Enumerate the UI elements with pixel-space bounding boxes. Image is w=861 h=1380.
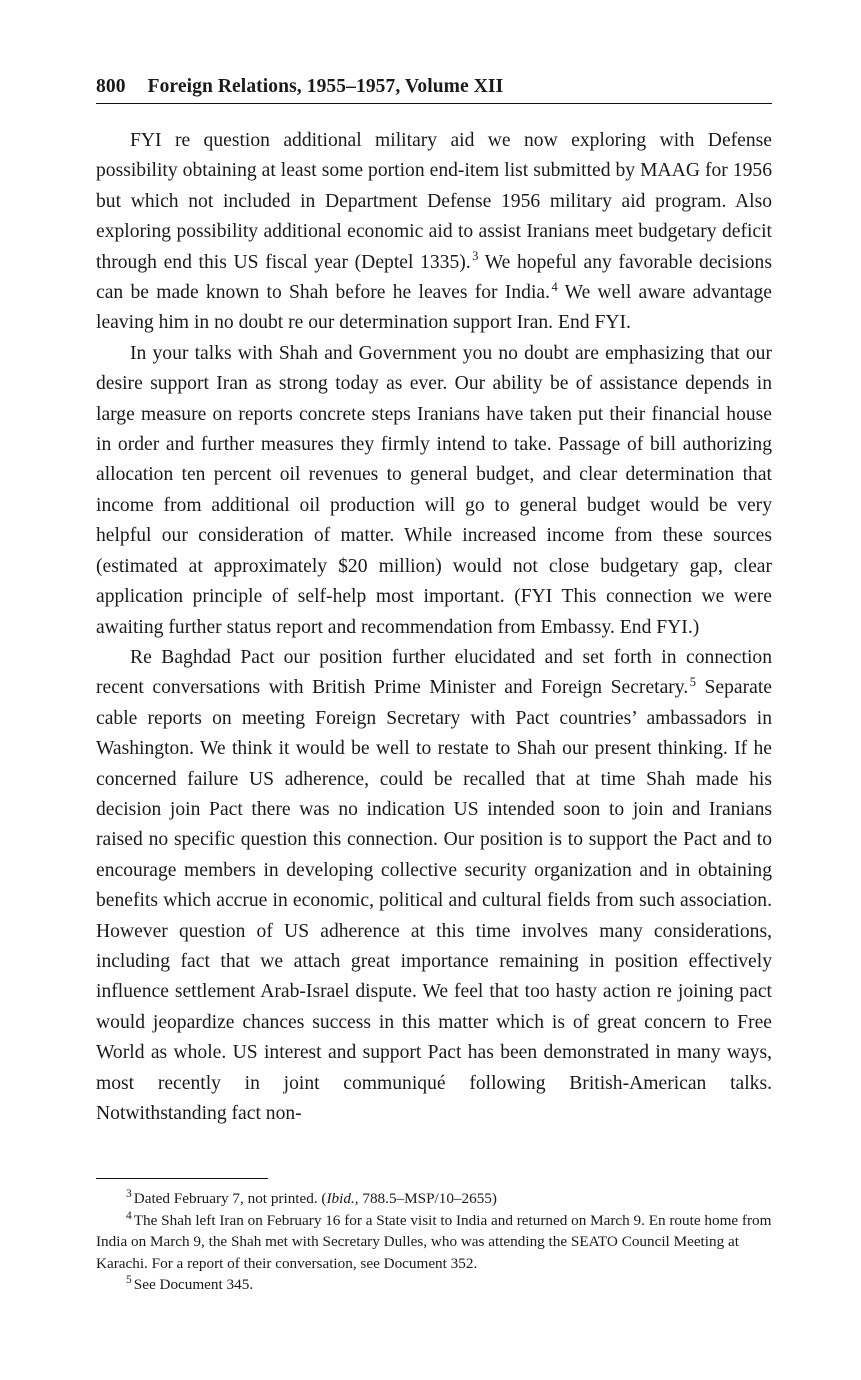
page-number: 800	[96, 76, 126, 97]
paragraph-1	[96, 126, 772, 339]
footnote-3-italic: Ibid.	[326, 1190, 355, 1208]
page-content	[96, 76, 772, 1129]
paragraph-1-text-a: FYI re question additional military aid we now exploring with Defense possibility obtaining at least some portion end-item list submitted by MAAG for 1956 but which not included in Department Defense 1956 military aid program. Also exploring possibility additional economic aid to assist Iranians meet budgetary deficit through end this US fiscal year (Deptel 1335).	[96, 130, 772, 273]
footnote-4-text: The Shah left Iran on February 16 for a State visit to India and returned on March 9. En route home from India on March 9, the Shah met with Secretary Dulles, who was attending the SEATO Council Meeting at Karachi. For a report of their conversation, see Document 352.	[96, 1211, 772, 1272]
footnote-4	[96, 1210, 772, 1275]
paragraph-3-text-b: Separate cable reports on meeting Foreign Secretary with Pact countries’ ambassadors in Washington. We think it would be well to restate to Shah our present thinking. If he concerned failure US adherence, could be recalled that at time Shah made his decision join Pact there was no indication US intended soon to join and Iranians raised no specific question this connection. Our position is to support the Pact and to encourage members in developing collective security organization and in obtaining benefits which accrue in economic, political and cultural fields from such association. However question of US adherence at this time involves many considerations, including fact that we attach great importance remaining in position effectively influence settlement Arab-Israel dispute. We feel that too hasty action re joining pact would jeopardize chances success in this matter which is of great concern to Free World as whole. US interest and support Pact has been demonstrated in many ways, most recently in joint communiqué following British-American talks. Notwithstanding fact non-	[96, 677, 772, 1124]
footnote-5-text: See Document 345.	[133, 1276, 254, 1294]
footnote-3-marker: 3	[126, 1188, 132, 1201]
running-title: Foreign Relations, 1955–1957, Volume XII	[147, 76, 504, 97]
footnote-separator-rule	[96, 1178, 268, 1179]
footnote-3	[96, 1188, 772, 1210]
footnote-ref-5[interactable]: 5	[689, 674, 696, 689]
paragraph-2: In your talks with Shah and Government you no doubt are emphasizing that our desire support Iran as strong today as ever. Our ability be of assistance depends in large measure on reports concrete steps Iranians have taken put their financial house in order and further measures they firmly intend to take. Passage of bill authorizing allocation ten percent oil revenues to general budget, and clear determination that income from additional oil production will go to general budget would be very helpful our consideration of matter. While increased income from these sources (estimated at approximately $20 million) would not close budgetary gap, clear application principle of self-help most important. (FYI This connection we were awaiting further status report and recommendation from Embassy. End FYI.)	[96, 342, 772, 638]
paragraph-3-text-a: Re Baghdad Pact our position further elucidated and set forth in connection recent conversations with British Prime Minister and Foreign Secretary.	[96, 646, 772, 699]
footnote-ref-3[interactable]: 3	[472, 249, 479, 264]
body-text	[96, 126, 772, 1129]
paragraph-3	[96, 643, 772, 1130]
footnote-4-marker: 4	[126, 1209, 132, 1222]
paragraph-1-text-c: We well aware advantage leaving him in no doubt re our determination support Iran. End FYI.	[96, 282, 773, 334]
footnote-5	[96, 1274, 772, 1296]
running-head	[96, 76, 772, 104]
paragraph-1-text-b: We hopeful any favorable decisions can be made known to Shah before he leaves for India.	[96, 251, 772, 304]
footnote-5-marker: 5	[126, 1274, 132, 1287]
footnotes-section	[96, 1178, 772, 1296]
footnote-3-text-a: Dated February 7, not printed. (	[133, 1190, 327, 1208]
footnote-ref-4[interactable]: 4	[551, 279, 558, 294]
footnote-3-text-b: , 788.5–MSP/10–2655)	[354, 1190, 497, 1208]
